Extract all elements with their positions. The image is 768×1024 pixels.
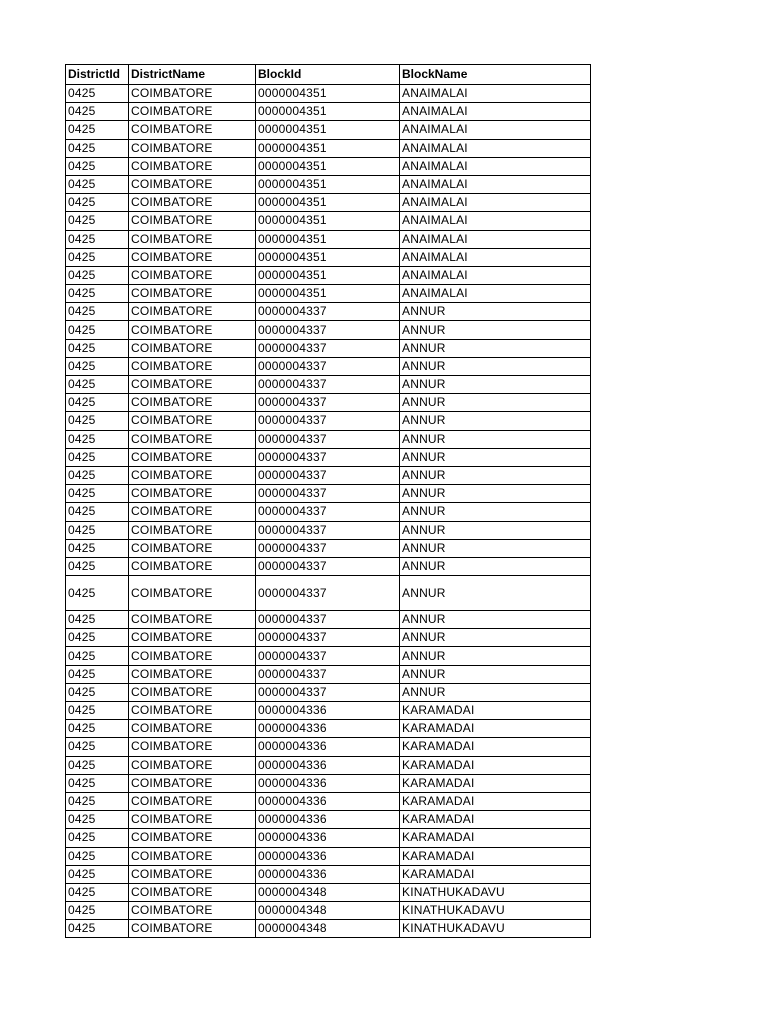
block-id-cell: 0000004337 [256, 357, 400, 375]
table-row [66, 847, 591, 865]
table-row [66, 212, 591, 230]
district-id-cell: 0425 [66, 557, 129, 575]
district-id-cell: 0425 [66, 121, 129, 139]
block-id-cell: 0000004336 [256, 702, 400, 720]
table-row [66, 557, 591, 575]
block-id-cell: 0000004337 [256, 665, 400, 683]
district-name-cell: COIMBATORE [129, 738, 256, 756]
block-id-cell: 0000004337 [256, 557, 400, 575]
district-id-cell: 0425 [66, 521, 129, 539]
table-body [66, 85, 591, 938]
block-id-cell: 0000004351 [256, 248, 400, 266]
block-name-cell: KINATHUKADAVU [400, 883, 591, 901]
block-id-cell: 0000004351 [256, 194, 400, 212]
district-name-cell: COIMBATORE [129, 121, 256, 139]
district-name-cell: COIMBATORE [129, 466, 256, 484]
block-name-cell: ANNUR [400, 339, 591, 357]
table-row [66, 720, 591, 738]
district-name-cell: COIMBATORE [129, 829, 256, 847]
district-name-cell: COIMBATORE [129, 321, 256, 339]
district-name-cell: COIMBATORE [129, 539, 256, 557]
table-row [66, 539, 591, 557]
district-name-cell: COIMBATORE [129, 139, 256, 157]
block-id-cell: 0000004337 [256, 683, 400, 701]
block-id-cell: 0000004336 [256, 847, 400, 865]
block-id-cell: 0000004351 [256, 285, 400, 303]
district-name-cell: COIMBATORE [129, 230, 256, 248]
district-id-cell: 0425 [66, 485, 129, 503]
block-name-cell: KARAMADAI [400, 829, 591, 847]
district-id-cell: 0425 [66, 576, 129, 611]
table-row [66, 121, 591, 139]
district-id-cell: 0425 [66, 248, 129, 266]
table-row [66, 303, 591, 321]
block-id-cell: 0000004351 [256, 212, 400, 230]
block-name-cell: ANAIMALAI [400, 121, 591, 139]
column-header-district-id: DistrictId [66, 65, 129, 85]
block-name-cell: ANAIMALAI [400, 157, 591, 175]
district-name-cell: COIMBATORE [129, 902, 256, 920]
district-name-cell: COIMBATORE [129, 683, 256, 701]
block-name-cell: KINATHUKADAVU [400, 902, 591, 920]
district-name-cell: COIMBATORE [129, 448, 256, 466]
table-row [66, 103, 591, 121]
table-row [66, 576, 591, 611]
district-id-cell: 0425 [66, 738, 129, 756]
district-id-cell: 0425 [66, 902, 129, 920]
table-row [66, 139, 591, 157]
block-name-cell: ANNUR [400, 539, 591, 557]
table-row [66, 611, 591, 629]
district-name-cell: COIMBATORE [129, 85, 256, 103]
district-name-cell: COIMBATORE [129, 920, 256, 938]
district-id-cell: 0425 [66, 412, 129, 430]
block-id-cell: 0000004351 [256, 230, 400, 248]
block-name-cell: ANAIMALAI [400, 175, 591, 193]
table-row [66, 647, 591, 665]
district-id-cell: 0425 [66, 230, 129, 248]
block-id-cell: 0000004337 [256, 303, 400, 321]
district-name-cell: COIMBATORE [129, 103, 256, 121]
district-id-cell: 0425 [66, 394, 129, 412]
district-name-cell: COIMBATORE [129, 157, 256, 175]
header-row [66, 65, 591, 85]
district-name-cell: COIMBATORE [129, 266, 256, 284]
block-name-cell: KARAMADAI [400, 792, 591, 810]
table-row [66, 738, 591, 756]
table-row [66, 85, 591, 103]
table-row [66, 811, 591, 829]
district-id-cell: 0425 [66, 847, 129, 865]
district-id-cell: 0425 [66, 865, 129, 883]
district-id-cell: 0425 [66, 376, 129, 394]
block-id-cell: 0000004348 [256, 883, 400, 901]
district-name-cell: COIMBATORE [129, 557, 256, 575]
table-row [66, 485, 591, 503]
block-name-cell: ANNUR [400, 466, 591, 484]
block-id-cell: 0000004336 [256, 792, 400, 810]
district-name-cell: COIMBATORE [129, 430, 256, 448]
block-id-cell: 0000004336 [256, 774, 400, 792]
table-row [66, 412, 591, 430]
district-id-cell: 0425 [66, 920, 129, 938]
block-name-cell: ANNUR [400, 485, 591, 503]
block-id-cell: 0000004336 [256, 756, 400, 774]
block-name-cell: ANNUR [400, 412, 591, 430]
block-name-cell: ANAIMALAI [400, 85, 591, 103]
table-row [66, 702, 591, 720]
district-name-cell: COIMBATORE [129, 720, 256, 738]
district-id-cell: 0425 [66, 883, 129, 901]
district-name-cell: COIMBATORE [129, 376, 256, 394]
district-name-cell: COIMBATORE [129, 865, 256, 883]
block-id-cell: 0000004336 [256, 865, 400, 883]
table-row [66, 339, 591, 357]
district-name-cell: COIMBATORE [129, 521, 256, 539]
table-row [66, 756, 591, 774]
block-id-cell: 0000004337 [256, 629, 400, 647]
district-id-cell: 0425 [66, 212, 129, 230]
block-name-cell: ANNUR [400, 557, 591, 575]
district-name-cell: COIMBATORE [129, 647, 256, 665]
table-row [66, 175, 591, 193]
district-name-cell: COIMBATORE [129, 792, 256, 810]
spreadsheet-table [65, 64, 591, 938]
district-name-cell: COIMBATORE [129, 665, 256, 683]
table-row [66, 829, 591, 847]
district-id-cell: 0425 [66, 157, 129, 175]
block-name-cell: ANAIMALAI [400, 103, 591, 121]
district-id-cell: 0425 [66, 285, 129, 303]
district-id-cell: 0425 [66, 194, 129, 212]
block-name-cell: KARAMADAI [400, 865, 591, 883]
block-name-cell: ANAIMALAI [400, 230, 591, 248]
district-name-cell: COIMBATORE [129, 248, 256, 266]
district-id-cell: 0425 [66, 430, 129, 448]
block-id-cell: 0000004337 [256, 466, 400, 484]
block-id-cell: 0000004348 [256, 920, 400, 938]
block-name-cell: ANNUR [400, 521, 591, 539]
table-header [66, 65, 591, 85]
district-name-cell: COIMBATORE [129, 175, 256, 193]
district-id-cell: 0425 [66, 629, 129, 647]
district-id-cell: 0425 [66, 103, 129, 121]
block-name-cell: ANAIMALAI [400, 285, 591, 303]
block-name-cell: ANNUR [400, 448, 591, 466]
block-id-cell: 0000004337 [256, 576, 400, 611]
block-id-cell: 0000004351 [256, 121, 400, 139]
block-id-cell: 0000004337 [256, 376, 400, 394]
district-id-cell: 0425 [66, 339, 129, 357]
district-id-cell: 0425 [66, 85, 129, 103]
table-row [66, 266, 591, 284]
table-row [66, 883, 591, 901]
district-name-cell: COIMBATORE [129, 774, 256, 792]
block-name-cell: ANNUR [400, 321, 591, 339]
table-row [66, 792, 591, 810]
district-name-cell: COIMBATORE [129, 485, 256, 503]
table-row [66, 448, 591, 466]
table-row [66, 920, 591, 938]
table-row [66, 157, 591, 175]
table-row [66, 865, 591, 883]
district-name-cell: COIMBATORE [129, 611, 256, 629]
table-row [66, 430, 591, 448]
district-id-cell: 0425 [66, 139, 129, 157]
block-id-cell: 0000004337 [256, 321, 400, 339]
block-name-cell: KARAMADAI [400, 720, 591, 738]
block-id-cell: 0000004337 [256, 485, 400, 503]
district-name-cell: COIMBATORE [129, 194, 256, 212]
table-row [66, 683, 591, 701]
district-id-cell: 0425 [66, 303, 129, 321]
block-id-cell: 0000004337 [256, 647, 400, 665]
block-name-cell: KARAMADAI [400, 702, 591, 720]
district-id-cell: 0425 [66, 829, 129, 847]
district-name-cell: COIMBATORE [129, 212, 256, 230]
table-row [66, 376, 591, 394]
district-name-cell: COIMBATORE [129, 576, 256, 611]
block-id-cell: 0000004348 [256, 902, 400, 920]
table-row [66, 394, 591, 412]
block-id-cell: 0000004337 [256, 521, 400, 539]
block-name-cell: ANAIMALAI [400, 194, 591, 212]
district-id-cell: 0425 [66, 266, 129, 284]
block-id-cell: 0000004336 [256, 811, 400, 829]
block-name-cell: KARAMADAI [400, 847, 591, 865]
block-name-cell: ANNUR [400, 357, 591, 375]
block-name-cell: ANNUR [400, 629, 591, 647]
block-name-cell: KARAMADAI [400, 774, 591, 792]
column-header-block-name: BlockName [400, 65, 591, 85]
district-id-cell: 0425 [66, 448, 129, 466]
district-name-cell: COIMBATORE [129, 394, 256, 412]
block-name-cell: KARAMADAI [400, 756, 591, 774]
district-name-cell: COIMBATORE [129, 285, 256, 303]
district-name-cell: COIMBATORE [129, 756, 256, 774]
block-name-cell: KARAMADAI [400, 811, 591, 829]
block-name-cell: ANNUR [400, 611, 591, 629]
block-name-cell: ANNUR [400, 665, 591, 683]
block-id-cell: 0000004336 [256, 738, 400, 756]
district-name-cell: COIMBATORE [129, 629, 256, 647]
block-id-cell: 0000004337 [256, 539, 400, 557]
block-name-cell: ANAIMALAI [400, 266, 591, 284]
block-name-cell: ANAIMALAI [400, 139, 591, 157]
district-id-cell: 0425 [66, 647, 129, 665]
district-id-cell: 0425 [66, 720, 129, 738]
block-id-cell: 0000004337 [256, 611, 400, 629]
district-id-cell: 0425 [66, 811, 129, 829]
district-name-cell: COIMBATORE [129, 357, 256, 375]
table-row [66, 321, 591, 339]
table-row [66, 902, 591, 920]
block-name-cell: ANNUR [400, 683, 591, 701]
district-id-cell: 0425 [66, 774, 129, 792]
block-id-cell: 0000004337 [256, 394, 400, 412]
table-row [66, 194, 591, 212]
district-name-cell: COIMBATORE [129, 702, 256, 720]
district-name-cell: COIMBATORE [129, 303, 256, 321]
district-name-cell: COIMBATORE [129, 847, 256, 865]
block-name-cell: ANAIMALAI [400, 248, 591, 266]
table-row [66, 466, 591, 484]
table-row [66, 774, 591, 792]
block-id-cell: 0000004337 [256, 412, 400, 430]
district-id-cell: 0425 [66, 756, 129, 774]
block-id-cell: 0000004351 [256, 103, 400, 121]
block-id-cell: 0000004351 [256, 175, 400, 193]
block-id-cell: 0000004351 [256, 157, 400, 175]
block-name-cell: ANNUR [400, 503, 591, 521]
district-id-cell: 0425 [66, 683, 129, 701]
district-name-cell: COIMBATORE [129, 339, 256, 357]
table-row [66, 230, 591, 248]
column-header-block-id: BlockId [256, 65, 400, 85]
block-id-cell: 0000004337 [256, 339, 400, 357]
district-name-cell: COIMBATORE [129, 883, 256, 901]
district-id-cell: 0425 [66, 611, 129, 629]
table-row [66, 357, 591, 375]
block-name-cell: KARAMADAI [400, 738, 591, 756]
district-id-cell: 0425 [66, 321, 129, 339]
block-id-cell: 0000004351 [256, 266, 400, 284]
district-id-cell: 0425 [66, 702, 129, 720]
district-id-cell: 0425 [66, 466, 129, 484]
block-name-cell: ANNUR [400, 376, 591, 394]
block-id-cell: 0000004337 [256, 430, 400, 448]
block-name-cell: ANNUR [400, 303, 591, 321]
district-name-cell: COIMBATORE [129, 412, 256, 430]
district-id-cell: 0425 [66, 792, 129, 810]
table-row [66, 521, 591, 539]
block-id-cell: 0000004337 [256, 503, 400, 521]
block-name-cell: ANNUR [400, 394, 591, 412]
district-name-cell: COIMBATORE [129, 503, 256, 521]
table-row [66, 629, 591, 647]
district-id-cell: 0425 [66, 503, 129, 521]
table-row [66, 503, 591, 521]
block-name-cell: ANNUR [400, 576, 591, 611]
block-name-cell: ANAIMALAI [400, 212, 591, 230]
table-row [66, 665, 591, 683]
block-id-cell: 0000004351 [256, 139, 400, 157]
block-id-cell: 0000004337 [256, 448, 400, 466]
district-name-cell: COIMBATORE [129, 811, 256, 829]
table-row [66, 248, 591, 266]
district-id-cell: 0425 [66, 175, 129, 193]
block-name-cell: ANNUR [400, 430, 591, 448]
district-id-cell: 0425 [66, 357, 129, 375]
block-id-cell: 0000004336 [256, 720, 400, 738]
block-name-cell: KINATHUKADAVU [400, 920, 591, 938]
table-row [66, 285, 591, 303]
block-id-cell: 0000004336 [256, 829, 400, 847]
column-header-district-name: DistrictName [129, 65, 256, 85]
district-id-cell: 0425 [66, 665, 129, 683]
block-name-cell: ANNUR [400, 647, 591, 665]
district-id-cell: 0425 [66, 539, 129, 557]
block-id-cell: 0000004351 [256, 85, 400, 103]
